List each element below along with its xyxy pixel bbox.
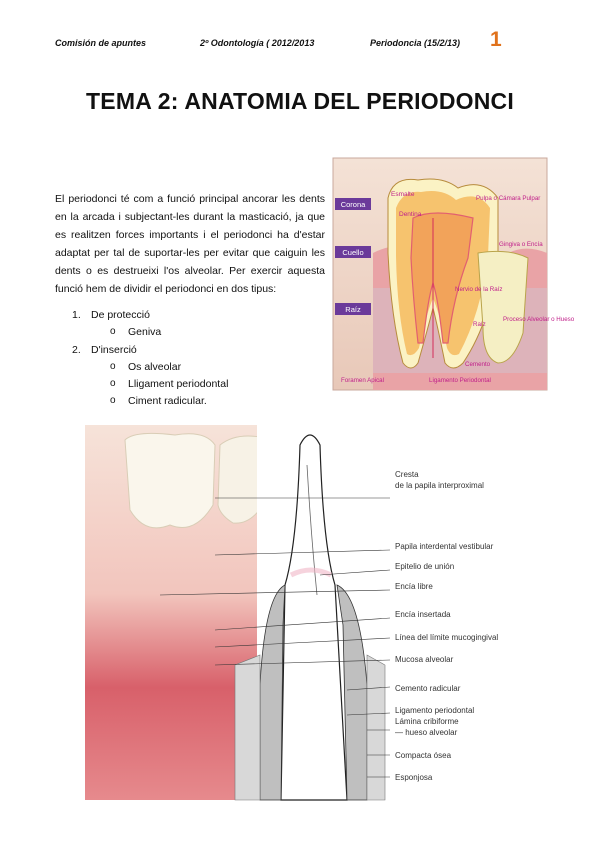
label-interproximal-papilla: de la papila interproximal bbox=[395, 481, 484, 490]
page-title: TEMA 2: ANATOMIA DEL PERIODONCI bbox=[86, 88, 514, 114]
sub-list-item: Os alveolar bbox=[128, 361, 182, 373]
label-root-right: Raíz bbox=[473, 321, 486, 328]
label-free-gingiva: Encía libre bbox=[395, 582, 433, 591]
sub-bullet: o bbox=[110, 378, 116, 389]
label-cementum: Cemento bbox=[465, 361, 491, 368]
label-alveolar-bone: — hueso alveolar bbox=[395, 728, 458, 737]
label-gingiva: Gingiva o Encía bbox=[499, 241, 543, 248]
label-mucogingival-line: Línea del límite mucogingival bbox=[395, 633, 499, 642]
list-number: 2. bbox=[72, 344, 81, 356]
label-neck: Cuello bbox=[342, 248, 364, 257]
list-item: D'inserció bbox=[91, 344, 137, 356]
label-enamel: Esmalte bbox=[391, 191, 415, 198]
sub-bullet: o bbox=[110, 395, 116, 406]
label-cribriform-plate: Lámina cribiforme bbox=[395, 717, 459, 726]
label-crest: Cresta bbox=[395, 470, 419, 479]
label-compact-bone: Compacta ósea bbox=[395, 751, 452, 760]
header-year: 2º Odontología ( 2012/2013 bbox=[200, 38, 315, 48]
label-dentin: Dentina bbox=[399, 211, 422, 218]
intro-paragraph: El periodonci té com a funció principal ancorar les dents en la arcada i subjectant-les durant la masticació, ja que es realitzen forces importants i el periodonci ha d'estar adaptat per tal de suportar-les per evitar que caiguin les dents o es destrueixi l'os alveolar. Per exercir aquesta funció hem de dividir el periodonci en dos tipus: bbox=[55, 193, 325, 295]
label-junctional-epithelium: Epitelio de unión bbox=[395, 562, 455, 571]
label-attached-gingiva: Encía insertada bbox=[395, 610, 451, 619]
label-periodontal-ligament: Ligamento Periodontal bbox=[429, 377, 491, 384]
list-number: 1. bbox=[72, 309, 81, 321]
label-apical-foramen: Foramen Apical bbox=[341, 377, 384, 384]
incisor-right bbox=[218, 436, 263, 523]
tooth-anatomy-figure bbox=[333, 158, 575, 390]
label-crown: Corona bbox=[340, 200, 366, 209]
header-course: Comisión de apuntes bbox=[55, 38, 147, 48]
sub-list-item: Geniva bbox=[128, 326, 162, 338]
periodontium-figure bbox=[85, 425, 530, 800]
list-item: De protecció bbox=[91, 309, 150, 321]
label-nerve: Nervio de la Raíz bbox=[455, 286, 503, 293]
label-vestibular-papilla: Papila interdental vestibular bbox=[395, 542, 494, 551]
incisor-left bbox=[125, 433, 215, 528]
label-root: Raíz bbox=[345, 305, 361, 314]
label-root-cementum: Cemento radicular bbox=[395, 684, 461, 693]
sub-list-item: Ciment radicular. bbox=[128, 395, 207, 407]
label-pulp: Pulpa o Cámara Pulpar bbox=[476, 195, 541, 202]
page-number: 1 bbox=[490, 28, 502, 51]
sub-list-item: Lligament periodontal bbox=[128, 378, 229, 390]
sub-bullet: o bbox=[110, 326, 116, 337]
label-alveolar-mucosa: Mucosa alveolar bbox=[395, 655, 454, 664]
label-alveolar: Proceso Alveolar o Hueso bbox=[503, 316, 575, 323]
sub-bullet: o bbox=[110, 361, 116, 372]
label-periodontal-ligament: Ligamento periodontal bbox=[395, 706, 475, 715]
label-spongy-bone: Esponjosa bbox=[395, 773, 433, 782]
header-topic-date: Periodoncia (15/2/13) bbox=[370, 38, 461, 48]
